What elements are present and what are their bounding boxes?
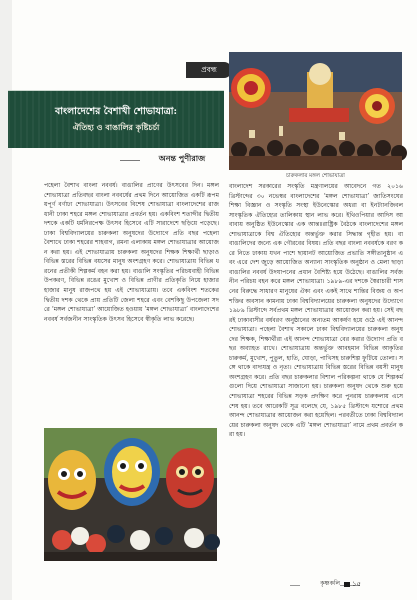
title-banner bbox=[8, 90, 224, 148]
article-subtitle: ঐতিহ্য ও বাঙালির কৃষ্টিচর্চা bbox=[72, 122, 160, 132]
procession-photo-illustration bbox=[229, 52, 402, 170]
masks-photo bbox=[44, 428, 217, 561]
author-name: অনন্ত পুণীরাজ bbox=[140, 152, 224, 164]
photo-caption: চারুকলার মঙ্গল শোভাযাত্রা bbox=[286, 173, 345, 179]
procession-photo bbox=[229, 52, 402, 170]
left-column-text: পহেলা বৈশাখ বাংলা নববর্ষ। বাঙালির প্রাণের উৎসবের দিন। মঙ্গল শোভাযাত্রা প্রতিবছর বাংলা নববর্ষের প্রথম দিনে আয়োজিত একটি রূপময়পূর্ণ বর্ণাঢ্য শোভাযাত্রা। উৎসবের বিশেষ শোভাযাত্রা বাংলাদেশের রাজধানী ঢাকা শহরে মঙ্গল শোভাযাত্রার প্রবর্তন হয়। একবিংশ শতাব্দীর দ্বিতীয় দশকে একটি ধর্মনিরপেক্ষ উৎসব হিসেবে এটি সারাদেশে ছড়িয়ে পড়েছে। ঢাকা বিশ্ববিদ্যালয়ের চারুকলা অনুষদের উদ্যোগে প্রতি বছর পহেলা বৈশাখে ঢাকা শহরের শাহবাগ, রমনা এলাকায় মঙ্গল শোভাযাত্রার আয়োজন করা হয়। এই শোভাযাত্রায় চারুকলা অনুষদের শিক্ষক শিক্ষার্থী ছাড়াও বিভিন্ন স্তরের বিভিন্ন বয়সের মানুষ অংশগ্রহণ করে। শোভাযাত্রায় বিভিন্ন ধরনের প্রতীকী শিল্পকর্ম বহন করা হয়। বাঙালি সংস্কৃতির পরিচয়বাহী বিভিন্ন উপকরণ, বিভিন্ন রঙের মুখোশ ও বিভিন্ন প্রাণীর প্রতিকৃতি নিয়ে হাজার হাজার মানুষ রাজপথে হয় এই শোভাযাত্রায়। তবে একবিংশ শতকের দ্বিতীয় দশক থেকে প্রায় প্রতিটি জেলা শহরে এবং বেশকিছু উপজেলা সদরে ‘মঙ্গল শোভাযাত্রা’ আয়োজিত হওয়ায় ‘মঙ্গল শোভাযাত্রা’ বাংলাদেশের নববর্ষ সর্বজনীন সাংস্কৃতিক উৎসব হিসেবে স্বীকৃতি লাভ করেছে। bbox=[44, 182, 221, 323]
page-marker bbox=[344, 582, 350, 587]
article-title: বাংলাদেশের বৈশাখী শোভাযাত্রা: bbox=[54, 106, 178, 117]
section-tag: প্রবন্ধ bbox=[186, 62, 232, 78]
masks-photo-illustration bbox=[44, 428, 217, 561]
page-number: ১৫ bbox=[352, 580, 362, 588]
footer-magazine-name: কৃষ্ণকলি bbox=[300, 579, 340, 589]
right-column-text: বাংলাদেশ সরকারের সংস্কৃতি মন্ত্রণালয়ের আবেদনে গত ২০১৬ খ্রিস্টাব্দের ৩০ নভেম্বর বাংলাদেশের ‘মঙ্গল শোভাযাত্রা’ জাতিসংঘের শিক্ষা বিজ্ঞান ও সংস্কৃতি সংস্থা ইউনেস্কোর অধরা বা ইনট্যানজিবল সাংস্কৃতিক ঐতিহ্যের তালিকায় স্থান লাভ করে। ইথিওপিয়ার আদিস আবাবায় অনুষ্ঠিত ইউনেস্কোর এক আন্তঃরাষ্ট্রিক বৈঠকে বাংলাদেশের মঙ্গল শোভাযাত্রাকে বিশ্ব ঐতিহ্যের অন্তর্ভুক্ত করার সিদ্ধান্ত গৃহীত হয়। বা বাঙালিদের জন্যে এক গৌরবের বিষয়। প্রতি বছর বাংলা নববর্ষকে বরণ করে নিতে ঢাকায় যখন পাশে ছায়ানট আয়োজিত প্রভাতি সঙ্গীতানুষ্ঠান এবং এরে দেশ জুড়ে আয়োজিত অন্যান্য সাংস্কৃতিক অনুষ্ঠান ও মেলা ছাড়া বাঙালির নববর্ষ উদযাপনের প্রধান বৈশিষ্ট্য হয়ে উঠেছে। বাঙালির সর্বজনীন পরিচয় বহন করে মঙ্গল শোভাযাত্রা। ১৯৮৯-এর দশকে স্বৈরাচারী শাসনের বিরুদ্ধে সাধারণ মানুষের ঐক্য এবং একই সাথে শান্তির বিজয় ও অপশক্তির অবসান কামনায় ঢাকা বিশ্ববিদ্যালয়ের চারুকলা অনুষদের উদ্যোগে ১৯৮৯ খ্রিস্টাব্দে সর্বপ্রথম মঙ্গল শোভাযাত্রার আয়োজন করা হয়। সেই বছরই ঢাকাবাসীর বর্ষবরণ অনুষ্ঠানের অন্যতম আকর্ষণ হয়ে ওঠে এই আনন্দ শোভাযাত্রা। পহেলা বৈশাখ সকালে ঢাকা বিশ্ববিদ্যালয়ের চারুকলা অনুষদের শিক্ষক, শিক্ষার্থীরা এই আনন্দ শোভাযাত্রা বের করার উদ্যোগ প্রতি বছর অব্যাহত রাখে। শোভাযাত্রায় অন্তর্ভুক্ত আবহমান বিভিন্ন আকৃতির চারুকর্ম, মুখোশ, পুতুল, হাতি, ঘোড়া, পাখিসহ চারুশিল্প ফুটিয়ে তোলা। সঙ্গে থাকে বাদ্যযন্ত্র ও নৃত্য। শোভাযাত্রায় বিভিন্ন স্তরের বিভিন্ন বয়সী মানুষ অংশগ্রহণ করে। প্রতি বছর চারুকলার বিশাল পরিকল্পনা থাকে যে শিল্পকর্মগুলো দিয়ে শোভাযাত্রা সাজানো হয়। চারুকলা অনুষদ থেকে শুরু হয়ে শোভাযাত্রা শহরের বিভিন্ন সড়ক প্রদক্ষিণ করে পুনরায় চারুকলায় এসে শেষ হয়। তবে আরেকটি সূত্র বলেছে যে, ১৯৮৫ খ্রিস্টাব্দে যশোরে প্রথম আনন্দ শোভাযাত্রার আয়োজন করা হয়েছিল। পরবর্তীতে ঢাকা বিশ্ববিদ্যালয়ের চারুকলা অনুষদ থেকে এটি ‘মঙ্গল শোভাযাত্রা’ নামে প্রথম প্রবর্তন করা হয়। bbox=[229, 183, 405, 439]
